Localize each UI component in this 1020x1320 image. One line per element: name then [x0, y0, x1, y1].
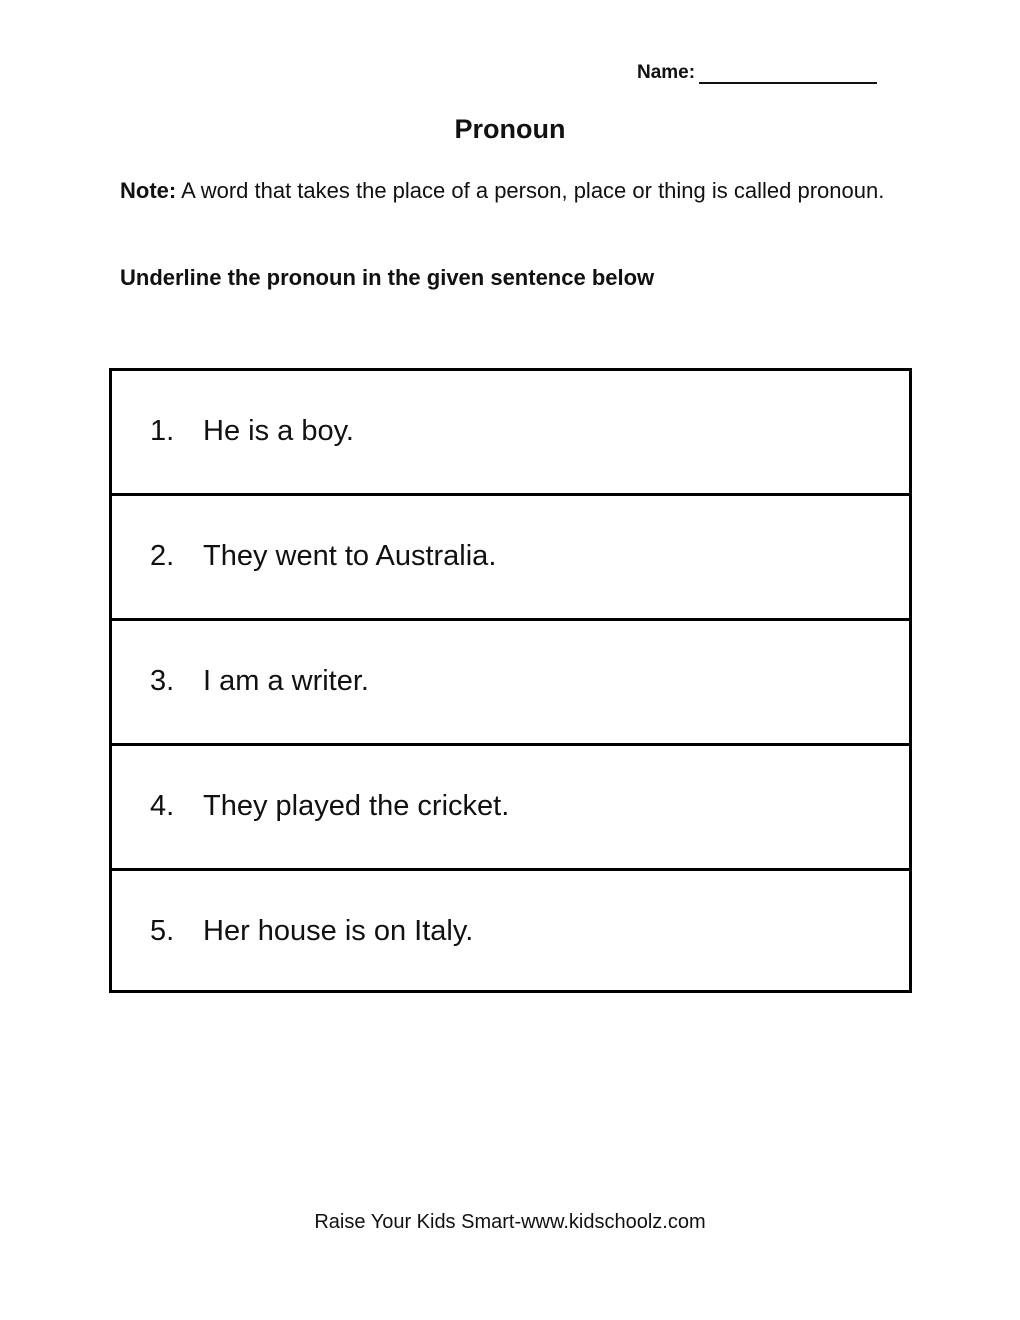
footer-text: Raise Your Kids Smart-www.kidschoolz.com: [314, 1211, 706, 1233]
note-label: Note:: [120, 178, 177, 203]
question-number: 1.: [150, 415, 175, 447]
name-blank-line[interactable]: [699, 62, 877, 84]
note-paragraph: [120, 172, 900, 209]
question-row: [112, 496, 909, 621]
page-title: Pronoun: [454, 114, 566, 144]
question-number: 5.: [150, 915, 175, 947]
question-sentence[interactable]: I am a writer.: [203, 665, 369, 697]
question-sentence[interactable]: They played the cricket.: [203, 790, 510, 822]
note-text: A word that takes the place of a person, place or thing is called pronoun.: [176, 178, 885, 203]
question-row: [112, 621, 909, 746]
question-row: [112, 371, 909, 496]
question-number: 3.: [150, 665, 175, 697]
name-field: [637, 62, 877, 84]
question-number: 2.: [150, 540, 175, 572]
question-row: [112, 746, 909, 871]
instruction-text: Underline the pronoun in the given sentence below: [120, 265, 655, 290]
question-sentence[interactable]: He is a boy.: [203, 415, 354, 447]
question-sentence[interactable]: Her house is on Italy.: [203, 915, 474, 947]
question-sentence[interactable]: They went to Australia.: [203, 540, 497, 572]
question-number: 4.: [150, 790, 175, 822]
name-label: Name:: [637, 62, 696, 83]
question-row: [112, 871, 909, 996]
question-table: [109, 368, 912, 993]
